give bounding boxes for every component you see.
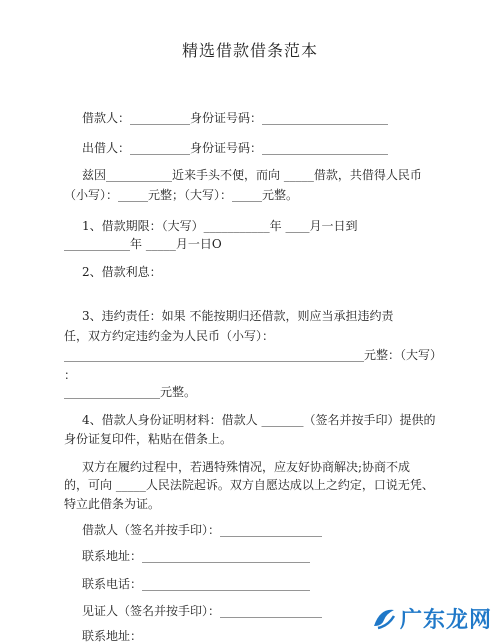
reason-line: 兹因___________近来手头不便，而向 _____借款，共借得人民币 xyxy=(82,168,422,182)
watermark xyxy=(370,604,492,632)
borrower-sign-line: 借款人（签名并按手印）：_________________ xyxy=(82,523,323,537)
watermark-text: 广东龙网 xyxy=(399,607,492,633)
penalty-line: 3、违约责任：如果 不能按期归还借款，则应当承担违约责 xyxy=(82,309,394,323)
id-proof-line: 4、借款人身份证明材料：借款人 _______（签名并按手印）提供的 xyxy=(82,413,436,427)
term-line: 1、借款期限：（大写）___________年 ____月一日到 xyxy=(82,219,358,233)
lender-line: 出借人：__________身份证号码：_____________________ xyxy=(82,141,389,155)
document-title: 精选借款借条范本 xyxy=(181,41,318,60)
borrower-line: 借款人：__________身份证号码：_____________________ xyxy=(82,111,389,125)
dispute-line-3: 特立此借条为证。 xyxy=(64,497,161,511)
contact-phone-line: 联系电话：____________________________ xyxy=(82,577,311,591)
contact-address-line: 联系地址：____________________________ xyxy=(82,549,311,563)
witness-sign-line: 见证人（签名并按手印）：_________________ xyxy=(82,604,323,618)
penalty-line-5: ________________元整。 xyxy=(64,385,197,399)
id-proof-line-2: 身份证复印件，粘贴在借条上。 xyxy=(64,432,233,446)
logo-icon xyxy=(370,604,398,632)
dispute-line: 双方在履约过程中，若遇特殊情况，应友好协商解决;协商不成 xyxy=(82,460,411,474)
dispute-line-2: 的，可向 _____人民法院起诉。双方自愿达成以上之约定，口说无凭、 xyxy=(64,478,434,492)
penalty-line-3: __________________________________________________元整：（大写） xyxy=(64,348,443,362)
amount-line: （小写）：_____元整；（大写）：_____元整。 xyxy=(64,188,299,202)
penalty-line-4: ： xyxy=(64,368,77,382)
term-line-2: ___________年 _____月一日O xyxy=(64,237,222,251)
penalty-line-2: 任，双方约定违约金为人民币（小写）： xyxy=(64,329,275,343)
interest-line: 2、借款利息： xyxy=(82,265,162,279)
witness-address-line: 联系地址： xyxy=(82,629,143,643)
